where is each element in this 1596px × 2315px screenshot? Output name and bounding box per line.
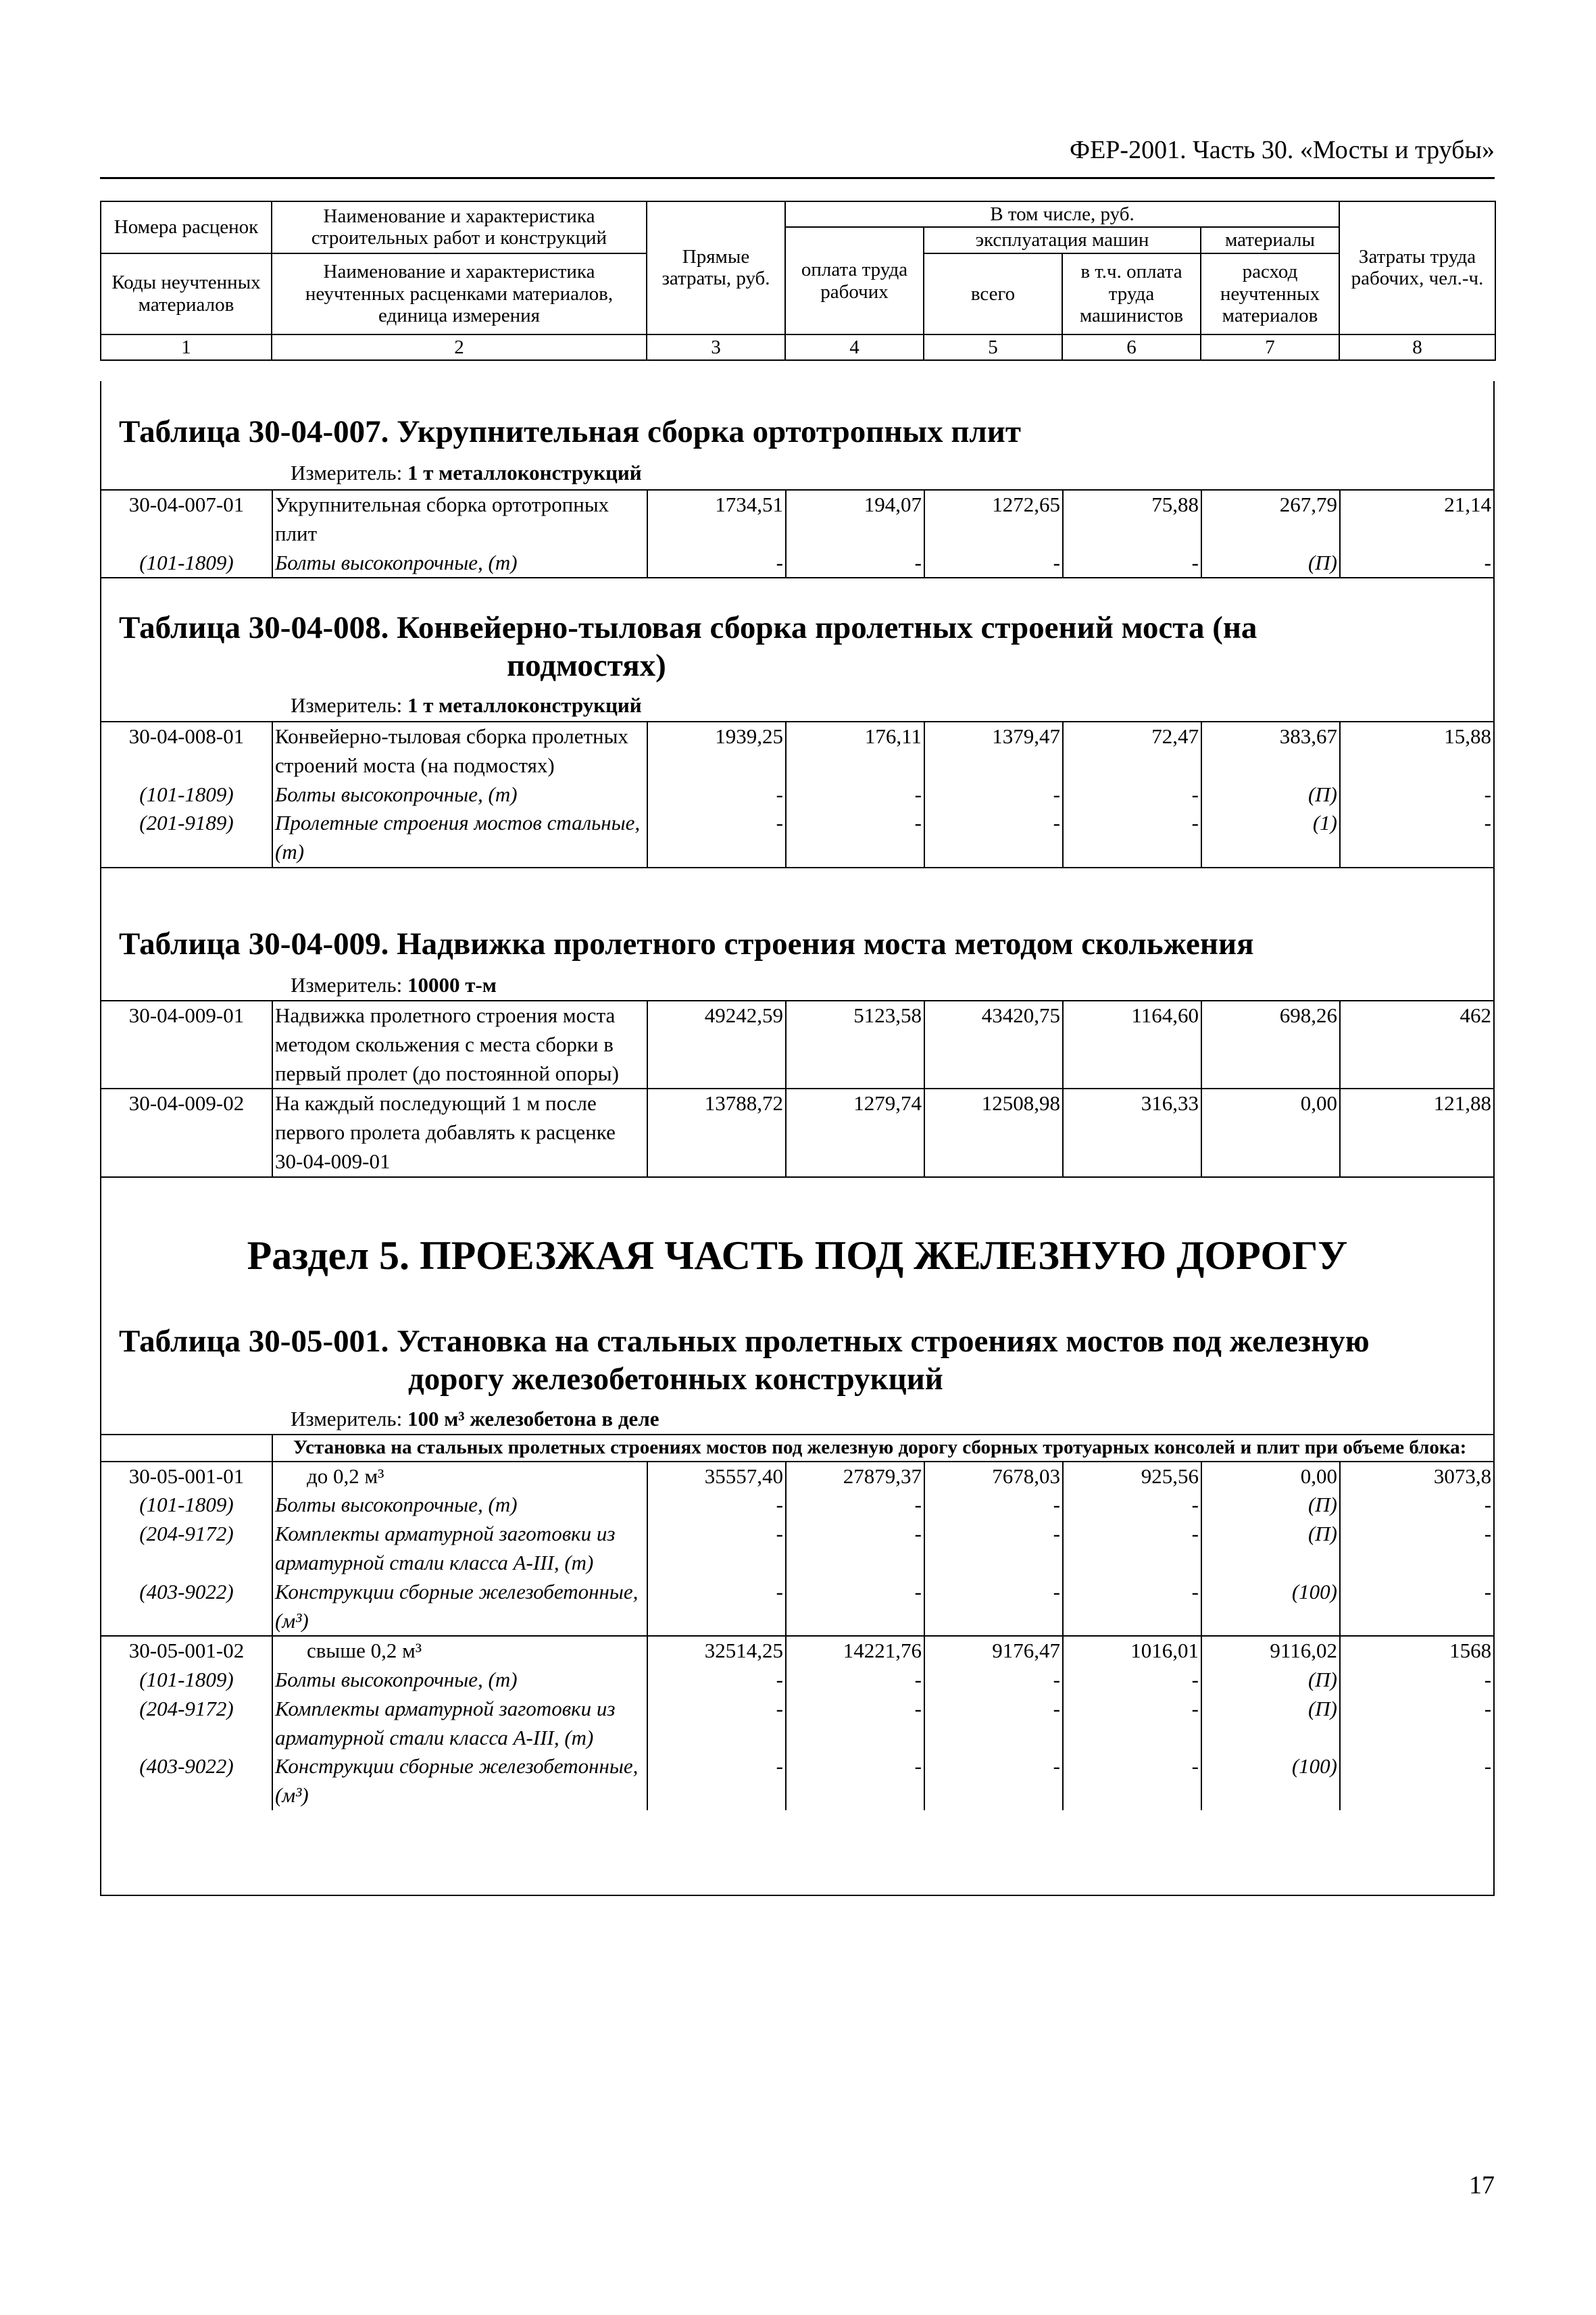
cell: - bbox=[786, 1695, 924, 1753]
cell: 383,67 bbox=[1201, 722, 1340, 780]
hdr-num: 8 bbox=[1339, 334, 1495, 360]
hdr-num: 2 bbox=[272, 334, 647, 360]
material-name: Болты высокопрочные, (т) bbox=[272, 1666, 647, 1695]
cell: 72,47 bbox=[1063, 722, 1201, 780]
cell: 15,88 bbox=[1340, 722, 1493, 780]
cell: - bbox=[1063, 1666, 1201, 1695]
material-row bbox=[101, 1520, 1493, 1578]
cell: - bbox=[1340, 1578, 1493, 1637]
rate-name: Укрупнительная сборка ортотропных плит bbox=[272, 490, 647, 549]
cell: 32514,25 bbox=[647, 1636, 786, 1666]
cell: - bbox=[1340, 1520, 1493, 1578]
cell: - bbox=[924, 1520, 1063, 1578]
table-title: Таблица 30-05-001. Установка на стальных пролетных строениях мостов под железную bbox=[119, 1324, 1370, 1359]
section-heading: Раздел 5. ПРОЕЗЖАЯ ЧАСТЬ ПОД ЖЕЛЕЗНУЮ ДОРОГУ bbox=[247, 1233, 1348, 1278]
table-row bbox=[101, 490, 1493, 549]
hdr-num: 6 bbox=[1062, 334, 1201, 360]
cell: - bbox=[1340, 780, 1493, 810]
cell: 267,79 bbox=[1201, 490, 1340, 549]
hdr-materials: материалы bbox=[1201, 227, 1339, 253]
rate-name: На каждый последующий 1 м после первого пролета добавлять к расценке 30-04-009-01 bbox=[272, 1089, 647, 1176]
cell: 21,14 bbox=[1340, 490, 1493, 549]
cell: - bbox=[786, 1578, 924, 1637]
cell: 13788,72 bbox=[647, 1089, 786, 1176]
cell: - bbox=[1063, 1695, 1201, 1753]
hdr-direct-costs: Прямые затраты, руб. bbox=[647, 201, 785, 334]
cell: - bbox=[924, 1695, 1063, 1753]
cell: - bbox=[924, 1666, 1063, 1695]
material-qty: (П) bbox=[1201, 1491, 1340, 1520]
hdr-material-names: Наименование и характеристика неучтенных расценками материалов, единица измерения bbox=[272, 253, 647, 334]
hdr-num: 5 bbox=[924, 334, 1062, 360]
cell: - bbox=[924, 1578, 1063, 1637]
measure bbox=[291, 1407, 659, 1431]
page-number: 17 bbox=[1469, 2171, 1495, 2199]
material-row bbox=[101, 1491, 1493, 1520]
measure-value: 10000 т-м bbox=[407, 973, 497, 997]
running-head: ФЕР-2001. Часть 30. «Мосты и трубы» bbox=[1070, 136, 1495, 164]
material-name: Конструкции сборные железобетонные, (м³) bbox=[272, 1578, 647, 1637]
material-code: (101-1809) bbox=[101, 1491, 272, 1520]
hdr-machines-total: всего bbox=[924, 253, 1062, 334]
cell: - bbox=[1063, 1578, 1201, 1637]
hdr-material-codes: Коды неучтенных материалов bbox=[101, 253, 272, 334]
cell: - bbox=[924, 1491, 1063, 1520]
hdr-num: 4 bbox=[785, 334, 924, 360]
cell: 176,11 bbox=[786, 722, 924, 780]
material-name: Конструкции сборные железобетонные, (м³) bbox=[272, 1752, 647, 1810]
material-qty: (П) bbox=[1201, 1666, 1340, 1695]
cell: - bbox=[647, 1666, 786, 1695]
cell: 14221,76 bbox=[786, 1636, 924, 1666]
material-row bbox=[101, 1578, 1493, 1637]
cell: 1734,51 bbox=[647, 490, 786, 549]
measure bbox=[291, 461, 642, 485]
rate-code: 30-05-001-02 bbox=[101, 1636, 272, 1666]
rates-table-009 bbox=[101, 1000, 1493, 1178]
cell: - bbox=[1063, 1520, 1201, 1578]
cell: - bbox=[1063, 780, 1201, 810]
cell: - bbox=[1063, 549, 1201, 578]
table-title-cont: дорогу железобетонных конструкций bbox=[408, 1362, 943, 1397]
hdr-material-consumption: расход неучтенных материалов bbox=[1201, 253, 1339, 334]
cell: 1939,25 bbox=[647, 722, 786, 780]
rates-table-501 bbox=[101, 1434, 1493, 1810]
cell: - bbox=[1063, 1752, 1201, 1810]
cell: 49242,59 bbox=[647, 1001, 786, 1089]
table-row bbox=[101, 1636, 1493, 1666]
cell: 5123,58 bbox=[786, 1001, 924, 1089]
rate-name: Надвижка пролетного строения моста методом скольжения с места сборки в первый пролет (до постоянной опоры) bbox=[272, 1001, 647, 1089]
cell: - bbox=[1340, 549, 1493, 578]
measure-label: Измеритель: bbox=[291, 973, 403, 997]
cell: 698,26 bbox=[1201, 1001, 1340, 1089]
measure-label: Измеритель: bbox=[291, 693, 403, 717]
material-qty: (1) bbox=[1201, 809, 1340, 868]
cell: 43420,75 bbox=[924, 1001, 1063, 1089]
cell: 194,07 bbox=[786, 490, 924, 549]
cell: - bbox=[1340, 1695, 1493, 1753]
material-code: (403-9022) bbox=[101, 1752, 272, 1810]
material-name: Болты высокопрочные, (т) bbox=[272, 549, 647, 578]
cell: 1164,60 bbox=[1063, 1001, 1201, 1089]
cell: 9116,02 bbox=[1201, 1636, 1340, 1666]
cell: - bbox=[924, 780, 1063, 810]
material-name: Комплекты арматурной заготовки из арматурной стали класса А-III, (т) bbox=[272, 1520, 647, 1578]
rate-code: 30-04-008-01 bbox=[101, 722, 272, 780]
material-qty: (П) bbox=[1201, 1520, 1340, 1578]
material-row bbox=[101, 809, 1493, 868]
cell: 462 bbox=[1340, 1001, 1493, 1089]
cell: 1272,65 bbox=[924, 490, 1063, 549]
cell: - bbox=[1340, 1491, 1493, 1520]
material-row bbox=[101, 1752, 1493, 1810]
group-band bbox=[101, 1435, 1493, 1462]
cell: 12508,98 bbox=[924, 1089, 1063, 1176]
hdr-work-name: Наименование и характеристика строительных работ и конструкций bbox=[272, 201, 647, 253]
cell: 27879,37 bbox=[786, 1462, 924, 1491]
cell: - bbox=[924, 1752, 1063, 1810]
column-header-table bbox=[100, 201, 1496, 361]
hdr-operator-pay: в т.ч. оплата труда машинистов bbox=[1062, 253, 1201, 334]
material-qty: (П) bbox=[1201, 549, 1340, 578]
cell: - bbox=[647, 809, 786, 868]
cell: - bbox=[786, 549, 924, 578]
measure bbox=[291, 973, 497, 997]
cell: - bbox=[647, 1520, 786, 1578]
cell: - bbox=[786, 1666, 924, 1695]
cell: - bbox=[647, 1695, 786, 1753]
cell: 1279,74 bbox=[786, 1089, 924, 1176]
material-name: Болты высокопрочные, (т) bbox=[272, 1491, 647, 1520]
table-row bbox=[101, 1089, 1493, 1176]
rate-name: свыше 0,2 м³ bbox=[272, 1636, 647, 1666]
cell: - bbox=[647, 1578, 786, 1637]
material-code: (101-1809) bbox=[101, 780, 272, 810]
material-qty: (П) bbox=[1201, 1695, 1340, 1753]
measure-value: 1 т металлоконструкций bbox=[407, 461, 642, 484]
material-qty: (100) bbox=[1201, 1752, 1340, 1810]
hdr-num: 3 bbox=[647, 334, 785, 360]
measure-label: Измеритель: bbox=[291, 1407, 403, 1430]
measure-value: 1 т металлоконструкций bbox=[407, 693, 642, 717]
hdr-machines: эксплуатация машин bbox=[924, 227, 1201, 253]
material-qty: (100) bbox=[1201, 1578, 1340, 1637]
cell: 1568 bbox=[1340, 1636, 1493, 1666]
header-rule bbox=[100, 177, 1495, 179]
cell: - bbox=[647, 1491, 786, 1520]
cell: - bbox=[1340, 809, 1493, 868]
cell: 121,88 bbox=[1340, 1089, 1493, 1176]
table-title: Таблица 30-04-008. Конвейерно-тыловая сборка пролетных строений моста (на bbox=[119, 610, 1257, 645]
rates-body bbox=[100, 381, 1495, 1896]
hdr-worker-pay: оплата труда рабочих bbox=[785, 227, 924, 334]
material-name: Пролетные строения мостов стальные, (т) bbox=[272, 809, 647, 868]
measure-label: Измеритель: bbox=[291, 461, 403, 484]
cell: - bbox=[786, 809, 924, 868]
rate-code: 30-04-009-02 bbox=[101, 1089, 272, 1176]
cell: - bbox=[786, 1491, 924, 1520]
material-row bbox=[101, 549, 1493, 578]
cell: - bbox=[786, 1520, 924, 1578]
material-code: (204-9172) bbox=[101, 1695, 272, 1753]
rate-code: 30-05-001-01 bbox=[101, 1462, 272, 1491]
cell: - bbox=[924, 549, 1063, 578]
cell: 7678,03 bbox=[924, 1462, 1063, 1491]
material-code: (403-9022) bbox=[101, 1578, 272, 1637]
table-title-cont: подмостях) bbox=[507, 648, 666, 683]
cell: 1379,47 bbox=[924, 722, 1063, 780]
rates-table-008 bbox=[101, 721, 1493, 868]
cell: - bbox=[786, 780, 924, 810]
cell: - bbox=[786, 1752, 924, 1810]
material-code: (101-1809) bbox=[101, 549, 272, 578]
table-title: Таблица 30-04-007. Укрупнительная сборка ортотропных плит bbox=[119, 414, 1021, 449]
cell: 0,00 bbox=[1201, 1462, 1340, 1491]
rate-name: Конвейерно-тыловая сборка пролетных строений моста (на подмостях) bbox=[272, 722, 647, 780]
material-code: (204-9172) bbox=[101, 1520, 272, 1578]
group-description: Установка на стальных пролетных строениях мостов под железную дорогу сборных тротуарных консолей и плит при объеме блока: bbox=[272, 1435, 1493, 1462]
material-name: Болты высокопрочные, (т) bbox=[272, 780, 647, 810]
cell: 3073,8 bbox=[1340, 1462, 1493, 1491]
cell: 75,88 bbox=[1063, 490, 1201, 549]
rate-code: 30-04-007-01 bbox=[101, 490, 272, 549]
hdr-labor-costs: Затраты труда рабочих, чел.-ч. bbox=[1339, 201, 1495, 334]
cell: 35557,40 bbox=[647, 1462, 786, 1491]
rates-table-007 bbox=[101, 489, 1493, 578]
hdr-rate-numbers: Номера расценок bbox=[101, 201, 272, 253]
hdr-num: 1 bbox=[101, 334, 272, 360]
material-name: Комплекты арматурной заготовки из арматурной стали класса А-III, (т) bbox=[272, 1695, 647, 1753]
table-title: Таблица 30-04-009. Надвижка пролетного строения моста методом скольжения bbox=[119, 926, 1254, 962]
hdr-num: 7 bbox=[1201, 334, 1339, 360]
cell: 9176,47 bbox=[924, 1636, 1063, 1666]
cell: - bbox=[924, 809, 1063, 868]
table-row bbox=[101, 1001, 1493, 1089]
material-row bbox=[101, 780, 1493, 810]
hdr-number-row bbox=[101, 334, 1495, 360]
cell: - bbox=[1063, 809, 1201, 868]
cell: - bbox=[1340, 1752, 1493, 1810]
table-row bbox=[101, 722, 1493, 780]
cell: 316,33 bbox=[1063, 1089, 1201, 1176]
rate-name: до 0,2 м³ bbox=[272, 1462, 647, 1491]
cell: 925,56 bbox=[1063, 1462, 1201, 1491]
hdr-including: В том числе, руб. bbox=[785, 201, 1339, 227]
material-row bbox=[101, 1695, 1493, 1753]
cell: - bbox=[1340, 1666, 1493, 1695]
cell: - bbox=[647, 1752, 786, 1810]
cell: 0,00 bbox=[1201, 1089, 1340, 1176]
cell: - bbox=[647, 549, 786, 578]
measure-value: 100 м³ железобетона в деле bbox=[407, 1407, 659, 1430]
rate-code: 30-04-009-01 bbox=[101, 1001, 272, 1089]
cell: - bbox=[1063, 1491, 1201, 1520]
material-code: (201-9189) bbox=[101, 809, 272, 868]
cell: 1016,01 bbox=[1063, 1636, 1201, 1666]
material-code: (101-1809) bbox=[101, 1666, 272, 1695]
material-qty: (П) bbox=[1201, 780, 1340, 810]
material-row bbox=[101, 1666, 1493, 1695]
table-row bbox=[101, 1462, 1493, 1491]
cell: - bbox=[647, 780, 786, 810]
measure bbox=[291, 693, 642, 718]
